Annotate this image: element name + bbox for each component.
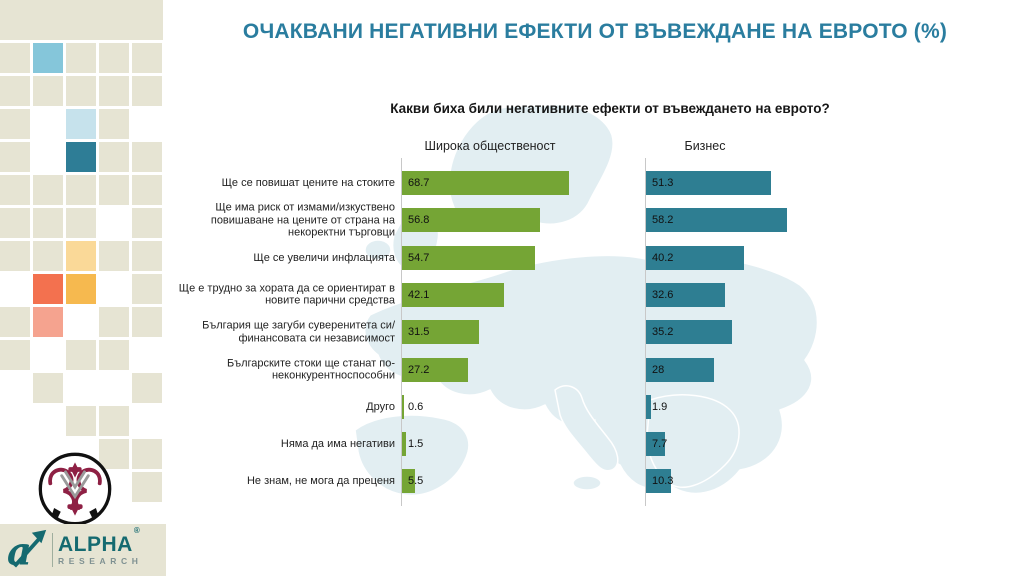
bar-value-label: 5.5 — [408, 475, 424, 488]
bar-value-label: 68.7 — [408, 177, 430, 189]
category-label: Ще се повишат цените на стоките — [221, 176, 395, 189]
mosaic-square — [99, 406, 129, 436]
mosaic-square — [66, 142, 96, 172]
bar-business — [646, 395, 651, 419]
bar-value-label: 7.7 — [652, 438, 668, 451]
mosaic-square — [0, 307, 30, 337]
bar-value-label: 58.2 — [652, 214, 674, 227]
mosaic-square — [132, 373, 162, 403]
mosaic-square — [66, 274, 96, 304]
mosaic-square — [33, 76, 63, 106]
mosaic-square — [0, 142, 30, 172]
category-label: Няма да има негативи — [280, 437, 395, 450]
mosaic-square — [99, 109, 129, 139]
mosaic-square — [66, 43, 96, 73]
mosaic-square — [132, 472, 162, 502]
bar-value-label: 40.2 — [652, 251, 674, 264]
mosaic-square — [0, 109, 30, 139]
category-label: България ще загуби суверенитета си/финансовата си независимост — [202, 319, 395, 345]
bar-value-label: 1.9 — [652, 400, 668, 413]
mosaic-square — [33, 241, 63, 271]
mosaic-square — [132, 274, 162, 304]
mosaic-square — [0, 43, 30, 73]
series-header-public: Широка общественост — [424, 139, 556, 153]
mosaic-square — [132, 142, 162, 172]
page-title: ОЧАКВАНИ НЕГАТИВНИ ЕФЕКТИ ОТ ВЪВЕЖДАНЕ НА ЕВРОТО (%) — [242, 20, 948, 43]
mosaic-square — [66, 109, 96, 139]
mosaic-square — [0, 208, 30, 238]
europe-map-background — [350, 100, 830, 520]
mosaic-square — [33, 208, 63, 238]
mosaic-square — [132, 208, 162, 238]
mosaic-square — [33, 307, 63, 337]
bar-value-label: 0.6 — [408, 400, 424, 413]
bar-value-label: 32.6 — [652, 288, 674, 301]
mosaic-square — [33, 274, 63, 304]
mosaic-square — [0, 76, 30, 106]
mosaic-square — [132, 241, 162, 271]
mosaic-square — [66, 241, 96, 271]
bar-value-label: 28 — [652, 363, 665, 376]
mosaic-square — [66, 76, 96, 106]
chart-question-subtitle: Какви биха били негативните ефекти от въвеждането на еврото? — [390, 101, 830, 116]
mosaic-square — [99, 142, 129, 172]
mosaic-square — [33, 175, 63, 205]
category-label: Друго — [366, 400, 395, 413]
bar-value-label: 42.1 — [408, 288, 430, 301]
mosaic-top-bar — [0, 0, 163, 40]
bar-public — [402, 395, 404, 419]
bar-value-label: 54.7 — [408, 251, 430, 264]
bar-value-label: 27.2 — [408, 363, 430, 376]
alpha-research-logo — [0, 524, 166, 576]
mosaic-square — [66, 406, 96, 436]
mosaic-square — [132, 43, 162, 73]
mosaic-square — [33, 373, 63, 403]
logo-sub-text: RESEARCH — [58, 556, 143, 567]
registered-mark: ® — [133, 526, 141, 536]
mosaic-square — [99, 76, 129, 106]
logo-brand-text — [58, 526, 143, 557]
mosaic-square — [0, 241, 30, 271]
mosaic-square — [99, 43, 129, 73]
mosaic-square — [132, 307, 162, 337]
mosaic-square — [33, 43, 63, 73]
category-label: Българските стоки ще станат по-неконкурентноспособни — [226, 357, 395, 382]
mosaic-square — [99, 307, 129, 337]
mosaic-square — [132, 76, 162, 106]
svg-text:a: a — [6, 529, 32, 572]
logo-divider — [52, 533, 53, 567]
bar-value-label: 10.3 — [652, 475, 674, 488]
mosaic-square — [99, 175, 129, 205]
category-label: Ще има риск от измами/изкуствено повишаване на цените от страна на некоректни търговци — [210, 201, 395, 239]
alpha-research-emblem-icon — [37, 451, 113, 527]
category-label: Не знам, не мога да преценя — [246, 475, 395, 488]
category-label: Ще е трудно за хората да се ориентират в новите парични средства — [178, 282, 395, 307]
bar-value-label: 35.2 — [652, 326, 674, 339]
mosaic-square — [99, 241, 129, 271]
mosaic-square — [66, 175, 96, 205]
alpha-arrow-logo-icon — [6, 528, 50, 572]
mosaic-square — [132, 175, 162, 205]
bar-value-label: 51.3 — [652, 177, 674, 189]
bar-value-label: 56.8 — [408, 214, 430, 227]
mosaic-square — [99, 340, 129, 370]
bar-value-label: 31.5 — [408, 326, 430, 339]
mosaic-square — [0, 340, 30, 370]
bar-public — [402, 432, 406, 456]
mosaic-square — [66, 340, 96, 370]
mosaic-square — [66, 208, 96, 238]
category-label: Ще се увеличи инфлацията — [253, 251, 395, 264]
series-header-business: Бизнес — [684, 139, 726, 153]
mosaic-square — [0, 175, 30, 205]
logo-brand-label: ALPHA — [58, 533, 133, 557]
mosaic-square — [132, 439, 162, 469]
bar-value-label: 1.5 — [408, 438, 424, 451]
